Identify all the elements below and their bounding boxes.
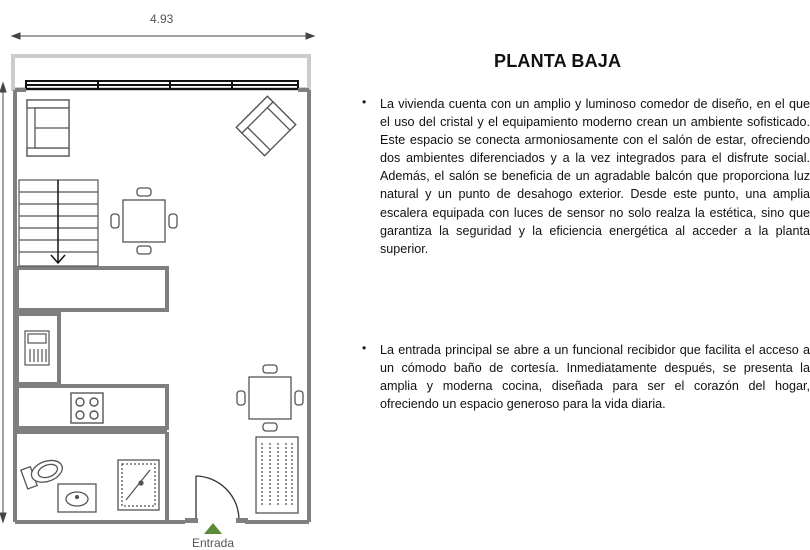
door-icon	[185, 476, 248, 523]
bullet-icon: •	[362, 95, 367, 109]
entrance-label: Entrada	[192, 536, 235, 550]
width-dimension-label: 4.93	[150, 12, 174, 26]
sink-icon	[25, 331, 49, 365]
storage-unit	[256, 437, 298, 513]
floor-plan	[0, 0, 330, 550]
page-title: PLANTA BAJA	[494, 51, 622, 71]
cooktop-icon	[71, 393, 103, 423]
description-paragraph: La vivienda cuenta con un amplio y luminoso comedor de diseño, en el que el uso del cristal y el equipamiento moderno crean un ambiente sofisticado. Este espacio se conecta armoniosamente con el salón de estar, ofreciendo dos ambientes diferenciados y a la vez integrados para el disfrute social. Además, el salón se beneficia de un agradable balcón que proporciona luz natural y un punto de desahogo exterior. Desde este punto, una amplia escalera equipada con luces de sensor no solo realza la estética, sino que garantiza la seguridad y la eficiencia energética al acceder a la planta superior.	[380, 97, 810, 256]
entrance-arrow-icon	[204, 523, 222, 534]
description-paragraph: La entrada principal se abre a un funcional recibidor que facilita el acceso a un cómodo baño de cortesía. Inmediatamente después, se presenta la amplia y moderna cocina, diseñada para ser el corazón del hogar, ofreciendo un espacio generoso para la vida diaria.	[380, 343, 810, 412]
washbasin-icon	[58, 484, 96, 512]
sofa-icon	[27, 100, 69, 156]
shower-icon	[118, 460, 159, 510]
bullet-icon: •	[362, 341, 367, 355]
floor-plan-drawing	[0, 0, 330, 550]
armchair-icon	[236, 96, 295, 155]
width-dimension-line	[12, 33, 314, 39]
dining-table-icon	[111, 188, 177, 254]
stairs-icon	[19, 180, 98, 266]
height-dimension-line	[0, 83, 6, 522]
dining-table-icon	[237, 365, 303, 431]
